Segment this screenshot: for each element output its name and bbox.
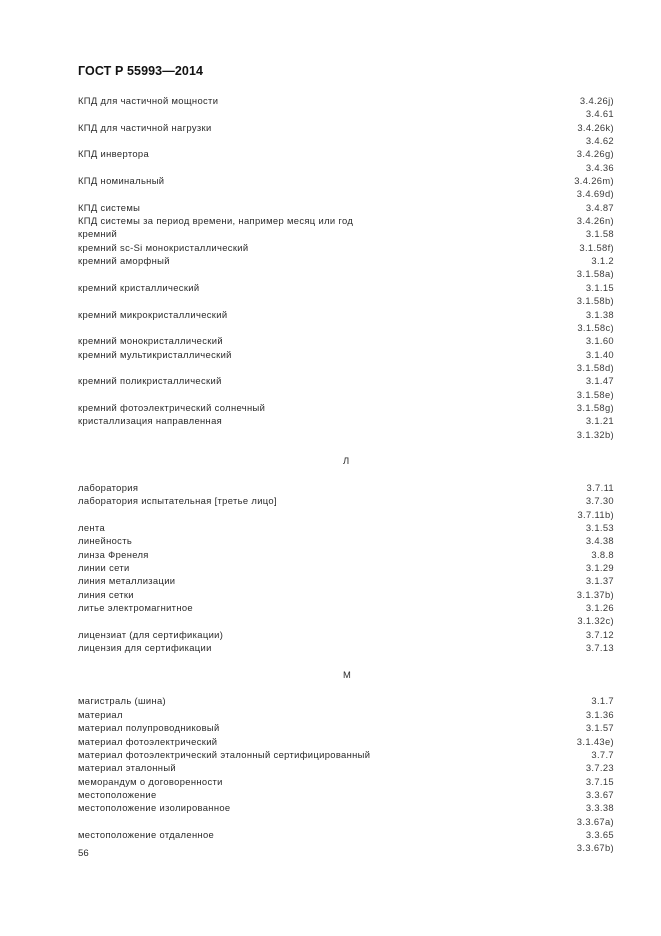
index-term: меморандум о договоренности	[78, 775, 223, 787]
index-entry	[78, 388, 614, 401]
index-term: лента	[78, 522, 106, 533]
index-entry	[78, 801, 614, 814]
section-spacer	[78, 441, 614, 454]
index-entry	[78, 614, 614, 627]
index-reference: 3.1.26	[585, 602, 614, 614]
index-reference: 3.3.67b)	[576, 842, 614, 854]
index-reference: 3.4.87	[585, 201, 614, 213]
index-reference: 3.7.15	[585, 775, 614, 787]
index-entry	[78, 494, 614, 507]
index-reference: 3.7.11b)	[577, 508, 614, 520]
index-entry	[78, 254, 614, 267]
index-entry	[78, 548, 614, 561]
index-entry	[78, 107, 614, 120]
index-reference: 3.4.38	[585, 535, 614, 547]
index-reference: 3.1.57	[585, 722, 614, 734]
index-term: материал фотоэлектрический	[78, 735, 218, 747]
index-reference: 3.1.40	[585, 348, 614, 360]
index-term: КПД системы за период времени, например месяц или год	[78, 215, 354, 227]
index-entry	[78, 174, 614, 187]
index-entry	[78, 361, 614, 374]
index-reference: 3.1.58c)	[577, 321, 614, 333]
index-entry	[78, 534, 614, 547]
index-reference: 3.3.67	[585, 788, 614, 800]
section-letter: М	[343, 668, 351, 680]
index-term: КПД инвертора	[78, 148, 150, 160]
index-term: лаборатория	[78, 481, 139, 493]
page-number: 56	[78, 848, 89, 859]
index-reference: 3.4.69d)	[576, 188, 614, 200]
index-reference: 3.1.58e)	[576, 388, 614, 400]
index-entry	[78, 481, 614, 494]
index-term: кремний кристаллический	[78, 281, 200, 293]
index-reference: 3.4.26g)	[576, 148, 614, 160]
index-reference: 3.7.23	[585, 762, 614, 774]
index-entry	[78, 334, 614, 347]
section-spacer	[78, 654, 614, 667]
index-reference: 3.4.61	[585, 108, 614, 120]
alphabetical-index	[78, 94, 614, 855]
index-entry	[78, 294, 614, 307]
index-entry	[78, 748, 614, 761]
index-term: КПД для частичной мощности	[78, 95, 219, 106]
index-reference: 3.1.60	[585, 335, 614, 347]
index-entry	[78, 521, 614, 534]
index-reference: 3.1.43e)	[576, 735, 614, 747]
index-entry	[78, 574, 614, 587]
index-term: магистраль (шина)	[78, 695, 167, 707]
index-reference: 3.4.62	[585, 135, 614, 147]
index-entry	[78, 401, 614, 414]
index-entry	[78, 227, 614, 240]
index-reference: 3.4.26k)	[577, 121, 614, 133]
index-term: кремний микрокристаллический	[78, 308, 228, 320]
index-term: кремний	[78, 228, 118, 240]
index-reference: 3.4.36	[585, 161, 614, 173]
index-reference: 3.3.65	[585, 828, 614, 840]
index-reference: 3.1.36	[585, 708, 614, 720]
index-term: местоположение отдаленное	[78, 828, 215, 840]
index-reference: 3.3.38	[585, 802, 614, 814]
index-term: кристаллизация направленная	[78, 415, 223, 427]
index-entry	[78, 187, 614, 200]
index-entry	[78, 788, 614, 801]
index-reference: 3.1.2	[591, 255, 614, 267]
document-title: ГОСТ Р 55993—2014	[78, 64, 204, 78]
index-entry	[78, 121, 614, 134]
index-term: местоположение	[78, 788, 157, 800]
index-term: КПД для частичной нагрузки	[78, 121, 212, 133]
index-entry	[78, 761, 614, 774]
index-reference: 3.4.26j)	[579, 95, 614, 106]
index-reference: 3.1.47	[585, 375, 614, 387]
index-term: линза Френеля	[78, 548, 149, 560]
index-reference: 3.1.32c)	[577, 615, 614, 627]
index-term: лицензия для сертификации	[78, 642, 212, 654]
index-reference: 3.1.58b)	[576, 295, 614, 307]
index-entry	[78, 841, 614, 854]
index-entry	[78, 201, 614, 214]
index-reference: 3.1.58g)	[576, 401, 614, 413]
index-entry	[78, 308, 614, 321]
index-reference: 3.3.67a)	[576, 815, 614, 827]
index-entry	[78, 735, 614, 748]
index-term: материал фотоэлектрический эталонный сертифицированный	[78, 748, 371, 760]
section-letter: Л	[343, 455, 350, 467]
index-term: местоположение изолированное	[78, 802, 231, 814]
index-entry	[78, 374, 614, 387]
index-entry	[78, 281, 614, 294]
index-entry	[78, 134, 614, 147]
index-entry	[78, 561, 614, 574]
index-reference: 3.7.30	[585, 495, 614, 507]
index-reference: 3.1.32b)	[576, 428, 614, 440]
index-entry	[78, 708, 614, 721]
index-reference: 3.7.11	[586, 481, 614, 493]
index-term: кремний sc-Si монокристаллический	[78, 241, 249, 253]
index-reference: 3.1.58f)	[579, 241, 614, 253]
index-term: линии сети	[78, 562, 130, 574]
index-term: КПД системы	[78, 201, 141, 213]
index-entry	[78, 214, 614, 227]
index-reference: 3.1.15	[585, 281, 614, 293]
index-entry	[78, 428, 614, 441]
index-entry	[78, 94, 614, 107]
index-reference: 3.1.21	[585, 415, 614, 427]
index-entry	[78, 508, 614, 521]
index-reference: 3.8.8	[591, 548, 614, 560]
index-reference: 3.1.38	[585, 308, 614, 320]
index-term: линейность	[78, 535, 133, 547]
index-term: литье электромагнитное	[78, 602, 193, 614]
section-spacer	[78, 681, 614, 694]
index-reference: 3.4.26n)	[576, 215, 614, 227]
index-reference: 3.4.26m)	[574, 175, 614, 187]
index-term: лаборатория испытательная [третье лицо]	[78, 495, 277, 507]
index-term: кремний монокристаллический	[78, 335, 223, 347]
index-entry	[78, 641, 614, 654]
index-entry	[78, 828, 614, 841]
index-entry	[78, 601, 614, 614]
section-spacer	[78, 468, 614, 481]
index-entry	[78, 161, 614, 174]
index-term: КПД номинальный	[78, 175, 165, 187]
index-entry	[78, 588, 614, 601]
index-term: материал полупроводниковый	[78, 722, 220, 734]
index-entry	[78, 815, 614, 828]
index-entry	[78, 147, 614, 160]
index-term: кремний аморфный	[78, 255, 170, 267]
index-reference: 3.7.13	[585, 642, 614, 654]
index-reference: 3.1.7	[591, 695, 614, 707]
index-term: материал	[78, 708, 123, 720]
index-reference: 3.1.29	[585, 562, 614, 574]
index-entry	[78, 775, 614, 788]
index-reference: 3.1.37b)	[576, 588, 614, 600]
index-reference: 3.1.58	[585, 228, 614, 240]
index-reference: 3.1.58a)	[576, 268, 614, 280]
index-term: линия сетки	[78, 588, 134, 600]
index-reference: 3.1.37	[585, 575, 614, 587]
index-entry	[78, 267, 614, 280]
index-term: материал эталонный	[78, 762, 176, 774]
index-reference: 3.7.7	[591, 748, 614, 760]
index-reference: 3.1.53	[585, 522, 614, 533]
index-term: лицензиат (для сертификации)	[78, 628, 224, 640]
index-term: линия металлизации	[78, 575, 176, 587]
index-entry	[78, 694, 614, 707]
index-entry	[78, 241, 614, 254]
index-term: кремний фотоэлектрический солнечный	[78, 401, 266, 413]
index-reference: 3.1.58d)	[576, 361, 614, 373]
index-entry	[78, 628, 614, 641]
index-term: кремний поликристаллический	[78, 375, 222, 387]
index-reference: 3.7.12	[585, 628, 614, 640]
index-entry	[78, 721, 614, 734]
index-entry	[78, 348, 614, 361]
section-letter-heading	[78, 668, 614, 681]
index-term: кремний мультикристаллический	[78, 348, 232, 360]
index-entry	[78, 414, 614, 427]
index-entry	[78, 321, 614, 334]
section-letter-heading	[78, 454, 614, 467]
